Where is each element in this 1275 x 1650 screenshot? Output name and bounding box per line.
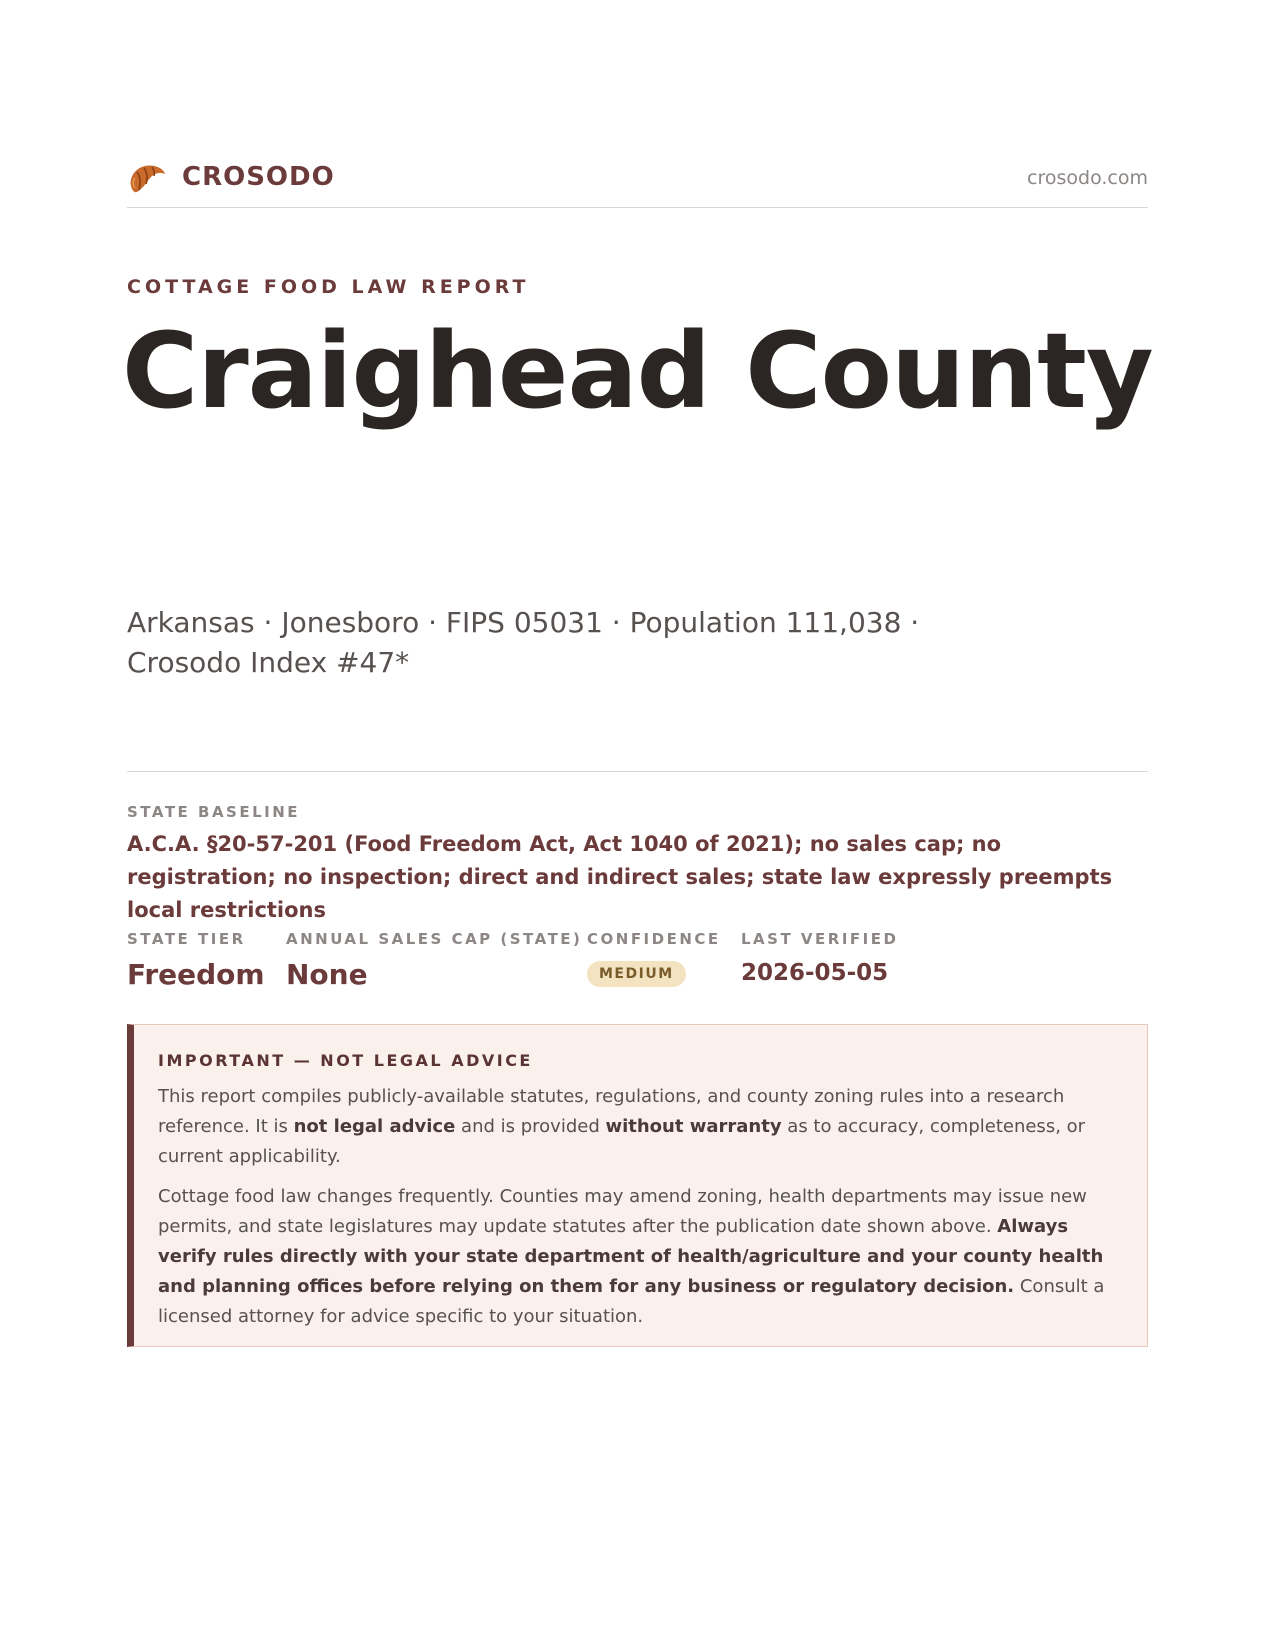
notice-text: Consult a licensed attorney for advice specific to your situation.: [158, 1276, 1105, 1327]
stat-tier: [127, 930, 265, 991]
stat-value: 2026-05-05: [741, 960, 889, 986]
report-kicker: COTTAGE FOOD LAW REPORT: [127, 276, 530, 298]
stat-last-verified: [741, 930, 898, 986]
county-meta-line: Crosodo Index #47*: [127, 646, 410, 679]
page-header: [127, 150, 1148, 208]
notice-paragraph: [158, 1182, 1121, 1332]
stat-label: LAST VERIFIED: [741, 930, 899, 948]
notice-emphasis: Always verify rules directly with your state department of health/agriculture and your county health and planning offices before relying on them for any business or regulatory decision.: [158, 1216, 1104, 1297]
stat-label: CONFIDENCE: [587, 930, 721, 948]
notice-paragraph: [158, 1082, 1121, 1172]
legal-notice: [127, 1024, 1148, 1347]
notice-text: and is provided: [455, 1116, 606, 1137]
confidence-badge: MEDIUM: [587, 961, 686, 987]
county-meta: [127, 603, 987, 683]
stat-label: STATE TIER: [127, 930, 246, 948]
notice-text: This report compiles publicly-available statutes, regulations, and county zoning rules into a research reference. It is: [158, 1086, 1065, 1137]
stat-value: None: [286, 958, 368, 991]
baseline-label: STATE BASELINE: [127, 803, 301, 821]
croissant-icon: [127, 160, 167, 196]
baseline-text: A.C.A. §20-57-201 (Food Freedom Act, Act 1040 of 2021); no sales cap; no registration; no inspection; direct and indirect sales; state law expressly preempts local restrictions: [127, 832, 1113, 922]
notice-text: Cottage food law changes frequently. Counties may amend zoning, health departments may issue new permits, and state legislatures may update statutes after the publication date shown above.: [158, 1186, 1087, 1237]
divider: [127, 771, 1148, 772]
notice-text: as to accuracy, completeness, or current applicability.: [158, 1116, 1086, 1167]
notice-emphasis: not legal advice: [293, 1116, 456, 1137]
site-url[interactable]: crosodo.com: [1027, 167, 1148, 189]
notice-emphasis: without warranty: [605, 1116, 782, 1137]
stat-label: ANNUAL SALES CAP (STATE): [286, 930, 583, 948]
notice-title: IMPORTANT — NOT LEGAL ADVICE: [158, 1051, 533, 1070]
stat-confidence: [587, 930, 721, 987]
brand-name: CROSODO: [182, 162, 335, 192]
stat-sales-cap: [286, 930, 582, 991]
stat-value: Freedom: [127, 958, 265, 991]
page-title: Craighead County: [122, 310, 1153, 432]
county-meta-line: Arkansas · Jonesboro · FIPS 05031 · Population 111,038 ·: [127, 606, 920, 639]
